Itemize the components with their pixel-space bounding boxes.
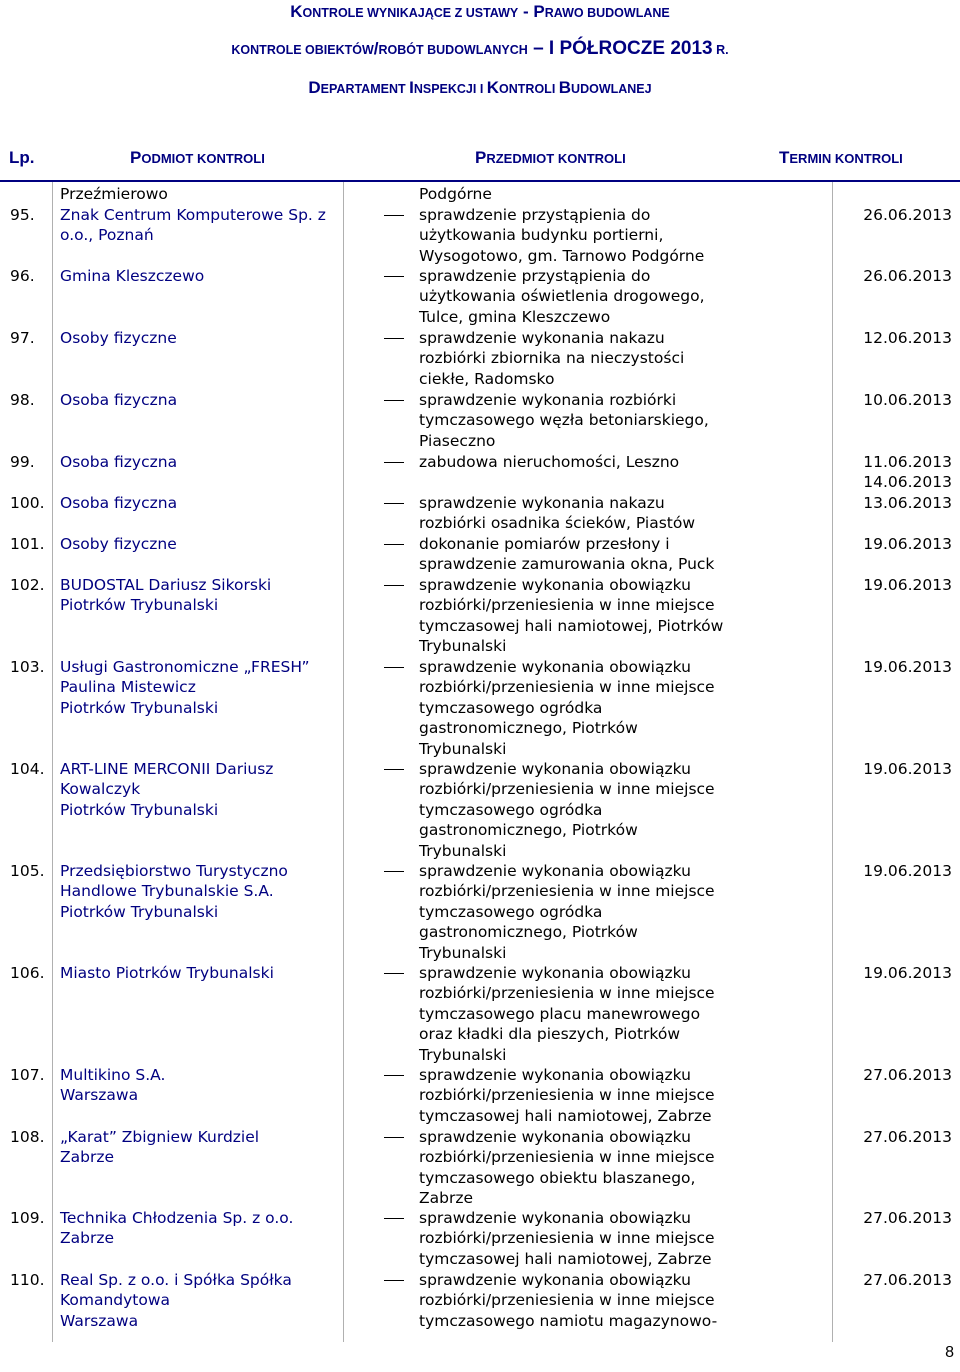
- row-number: 104.: [10, 760, 45, 778]
- object-line: sprawdzenie wykonania obowiązku: [419, 576, 691, 594]
- row-number: 99.: [10, 453, 35, 471]
- subject-line: Zabrze: [60, 1148, 115, 1167]
- control-date: 10.06.2013: [863, 391, 952, 409]
- object-line: tymczasowego placu manewrowego: [419, 1004, 701, 1023]
- control-date: 14.06.2013: [863, 473, 952, 492]
- object-line: sprawdzenie wykonania obowiązku: [419, 964, 691, 982]
- control-date: 19.06.2013: [863, 576, 952, 594]
- subject-line: Handlowe Trybunalskie S.A.: [60, 882, 274, 901]
- subject-line: Osoba fizyczna: [60, 453, 178, 471]
- object-line: tymczasowej hali namiotowej, Piotrków: [419, 616, 724, 635]
- subject-line: Piotrków Trybunalski: [60, 596, 219, 615]
- title-3-part-1: EPARTAMENT: [320, 82, 410, 96]
- control-date: 27.06.2013: [863, 1209, 952, 1227]
- object-line: rozbiórki/przeniesienia w inne miejsce: [419, 1086, 715, 1105]
- object-line: rozbiórki/przeniesienia w inne miejsce: [419, 882, 715, 901]
- subject-line: ART-LINE MERCONII Dariusz: [60, 760, 274, 778]
- control-date: 26.06.2013: [863, 206, 952, 224]
- subject-line: Osoba fizyczna: [60, 391, 178, 409]
- subject-line: Real Sp. z o.o. i Spółka Spółka: [60, 1271, 292, 1289]
- list-dash-icon: [384, 585, 404, 586]
- subject-line: Technika Chłodzenia Sp. z o.o.: [60, 1209, 294, 1227]
- row-number: 110.: [10, 1271, 45, 1289]
- list-dash-icon: [384, 544, 404, 545]
- subject-line: Zabrze: [60, 1229, 115, 1248]
- column-divider-2: [343, 182, 344, 1342]
- list-dash-icon: [384, 503, 404, 504]
- object-line: gastronomicznego, Piotrków: [419, 719, 638, 738]
- object-line: zabudowa nieruchomości, Leszno: [419, 453, 680, 471]
- object-line: Trybunalski: [419, 1045, 507, 1064]
- object-line: rozbiórki/przeniesienia w inne miejsce: [419, 596, 715, 615]
- row-number: 107.: [10, 1066, 45, 1084]
- object-line: tymczasowego ogródka: [419, 698, 603, 717]
- title-1-part-a: ONTROLE WYNIKAJĄCE Z USTAWY: [302, 6, 519, 20]
- object-line: sprawdzenie zamurowania okna, Puck: [419, 555, 715, 574]
- title-line-1: [0, 2, 960, 22]
- object-line: rozbiórki/przeniesienia w inne miejsce: [419, 984, 715, 1003]
- control-date: 19.06.2013: [863, 760, 952, 778]
- object-line: sprawdzenie wykonania nakazu: [419, 329, 665, 347]
- list-dash-icon: [384, 400, 404, 401]
- subject-line: Warszawa: [60, 1086, 139, 1105]
- title-3-part-3: ONTROLI: [499, 82, 559, 96]
- object-line: tymczasowej hali namiotowej, Zabrze: [419, 1106, 712, 1125]
- title-3-cap-3: K: [486, 78, 500, 97]
- row-number: 101.: [10, 535, 45, 553]
- list-dash-icon: [384, 1075, 404, 1076]
- control-date: 19.06.2013: [863, 862, 952, 880]
- object-line: sprawdzenie wykonania obowiązku: [419, 1066, 691, 1084]
- title-3-cap-4: B: [558, 78, 572, 97]
- object-line: Trybunalski: [419, 841, 507, 860]
- control-date: 27.06.2013: [863, 1066, 952, 1084]
- title-2-separator: /: [373, 39, 379, 58]
- object-line: tymczasowego węzła betoniarskiego,: [419, 411, 709, 430]
- object-line: sprawdzenie wykonania obowiązku: [419, 658, 691, 676]
- przedmiot-rest: RZEDMIOT KONTROLI: [486, 151, 626, 166]
- object-line: sprawdzenie wykonania obowiązku: [419, 760, 691, 778]
- subject-line: Usługi Gastronomiczne „FRESH”: [60, 658, 310, 676]
- termin-cap: T: [779, 148, 790, 167]
- object-line: rozbiórki/przeniesienia w inne miejsce: [419, 1229, 715, 1248]
- title-2-part-b: ROBÓT BUDOWLANYCH: [378, 43, 528, 57]
- object-line: ciekłe, Radomsko: [419, 369, 555, 388]
- object-line: gastronomicznego, Piotrków: [419, 923, 638, 942]
- row-number: 100.: [10, 494, 45, 512]
- object-line: sprawdzenie wykonania nakazu: [419, 494, 665, 512]
- title-2-part-a: KONTROLE OBIEKTÓW: [231, 43, 374, 57]
- object-line: rozbiórki osadnika ścieków, Piastów: [419, 514, 696, 533]
- list-dash-icon: [384, 1137, 404, 1138]
- row-number: 105.: [10, 862, 45, 880]
- row-number: 109.: [10, 1209, 45, 1227]
- subject-line: Osoba fizyczna: [60, 494, 178, 512]
- list-dash-icon: [384, 1280, 404, 1281]
- title-1-cap-p: P: [533, 2, 545, 21]
- object-line: tymczasowego obiektu blaszanego,: [419, 1168, 696, 1187]
- title-1-cap-k: K: [290, 2, 303, 21]
- object-line: Trybunalski: [419, 943, 507, 962]
- podmiot-rest: ODMIOT KONTROLI: [141, 151, 265, 166]
- control-date: 26.06.2013: [863, 267, 952, 285]
- title-2-year-suffix: R.: [712, 43, 729, 57]
- column-header-przedmiot: [475, 148, 626, 168]
- object-line: Tulce, gmina Kleszczewo: [419, 307, 611, 326]
- control-date: 27.06.2013: [863, 1128, 952, 1146]
- object-line: rozbiórki/przeniesienia w inne miejsce: [419, 1148, 715, 1167]
- subject-line: Warszawa: [60, 1311, 139, 1330]
- list-dash-icon: [384, 871, 404, 872]
- title-3-part-4: UDOWLANEJ: [571, 82, 652, 96]
- column-header-podmiot: [130, 148, 265, 168]
- object-line: tymczasowego ogródka: [419, 902, 603, 921]
- subject-line: Piotrków Trybunalski: [60, 800, 219, 819]
- object-line: Piaseczno: [419, 431, 496, 450]
- list-dash-icon: [384, 215, 404, 216]
- object-line: sprawdzenie przystąpienia do: [419, 267, 651, 285]
- subject-line: Osoby fizyczne: [60, 329, 177, 347]
- object-line: rozbiórki/przeniesienia w inne miejsce: [419, 678, 715, 697]
- title-2-period: – I PÓŁROCZE 2013: [527, 38, 713, 59]
- object-line: tymczasowego namiotu magazynowo-: [419, 1311, 718, 1330]
- object-line: tymczasowego ogródka: [419, 800, 603, 819]
- title-3-cap-1: D: [308, 78, 321, 97]
- subject-line: Multikino S.A.: [60, 1066, 166, 1084]
- row-number: 106.: [10, 964, 45, 982]
- object-line: Zabrze: [419, 1189, 474, 1208]
- subject-line: Gmina Kleszczewo: [60, 267, 205, 285]
- object-line: rozbiórki/przeniesienia w inne miejsce: [419, 1291, 715, 1310]
- list-dash-icon: [384, 769, 404, 770]
- subject-line: Piotrków Trybunalski: [60, 698, 219, 717]
- row-number: 96.: [10, 267, 35, 285]
- przedmiot-cap: P: [475, 148, 487, 167]
- control-date: 19.06.2013: [863, 658, 952, 676]
- list-dash-icon: [384, 276, 404, 277]
- column-divider-3: [832, 182, 833, 1342]
- list-dash-icon: [384, 1218, 404, 1219]
- object-line: sprawdzenie wykonania obowiązku: [419, 1271, 691, 1289]
- title-line-3: [0, 78, 960, 98]
- row-number: 97.: [10, 329, 35, 347]
- control-date: 13.06.2013: [863, 494, 952, 512]
- object-line: sprawdzenie wykonania obowiązku: [419, 1209, 691, 1227]
- object-line: Trybunalski: [419, 739, 507, 758]
- object-line: rozbiórki/przeniesienia w inne miejsce: [419, 780, 715, 799]
- subject-line: BUDOSTAL Dariusz Sikorski: [60, 576, 272, 594]
- title-line-2: [0, 38, 960, 60]
- subject-line: o.o., Poznań: [60, 226, 154, 245]
- subject-line: Przedsiębiorstwo Turystyczno: [60, 862, 288, 880]
- column-header-lp: Lp.: [9, 148, 35, 167]
- control-date: 11.06.2013: [863, 453, 952, 471]
- header-rule: [0, 180, 960, 182]
- row-number: 98.: [10, 391, 35, 409]
- row-number: 102.: [10, 576, 45, 594]
- title-1-separator: -: [518, 2, 534, 21]
- subject-line: Piotrków Trybunalski: [60, 902, 219, 921]
- object-line: użytkowania budynku portierni,: [419, 226, 664, 245]
- row-number: 95.: [10, 206, 35, 224]
- subject-line: Paulina Mistewicz: [60, 678, 196, 697]
- list-dash-icon: [384, 973, 404, 974]
- termin-rest: ERMIN KONTROLI: [789, 151, 903, 166]
- object-line: rozbiórki zbiornika na nieczystości: [419, 349, 685, 368]
- title-1-part-b: RAWO BUDOWLANE: [544, 6, 670, 20]
- object-line: tymczasowej hali namiotowej, Zabrze: [419, 1249, 712, 1268]
- subject-line: Osoby fizyczne: [60, 535, 177, 553]
- subject-line: Komandytowa: [60, 1291, 171, 1310]
- control-date: 19.06.2013: [863, 964, 952, 982]
- control-date: 12.06.2013: [863, 329, 952, 347]
- object-line: Wysogotowo, gm. Tarnowo Podgórne: [419, 246, 705, 265]
- object-line: Trybunalski: [419, 637, 507, 656]
- object-line: gastronomicznego, Piotrków: [419, 821, 638, 840]
- object-line: dokonanie pomiarów przesłony i: [419, 535, 670, 553]
- list-dash-icon: [384, 338, 404, 339]
- carryover-subject: Przeźmierowo: [60, 185, 168, 203]
- title-3-cap-2: I: [409, 78, 414, 97]
- column-divider-1: [52, 182, 53, 1342]
- object-line: sprawdzenie wykonania rozbiórki: [419, 391, 677, 409]
- object-line: sprawdzenie wykonania obowiązku: [419, 1128, 691, 1146]
- column-header-termin: [779, 148, 903, 168]
- object-line: oraz kładki dla pieszych, Piotrków: [419, 1025, 681, 1044]
- carryover-object: Podgórne: [419, 185, 492, 203]
- podmiot-cap: P: [130, 148, 142, 167]
- subject-line: Kowalczyk: [60, 780, 141, 799]
- row-number: 108.: [10, 1128, 45, 1146]
- row-number: 103.: [10, 658, 45, 676]
- subject-line: Znak Centrum Komputerowe Sp. z: [60, 206, 326, 224]
- title-3-part-2: NSPEKCJI I: [413, 82, 487, 96]
- object-line: użytkowania oświetlenia drogowego,: [419, 287, 705, 306]
- control-date: 27.06.2013: [863, 1271, 952, 1289]
- page-number: 8: [945, 1344, 954, 1361]
- control-date: 19.06.2013: [863, 535, 952, 553]
- object-line: sprawdzenie wykonania obowiązku: [419, 862, 691, 880]
- list-dash-icon: [384, 667, 404, 668]
- object-line: sprawdzenie przystąpienia do: [419, 206, 651, 224]
- subject-line: Miasto Piotrków Trybunalski: [60, 964, 274, 982]
- list-dash-icon: [384, 462, 404, 463]
- subject-line: „Karat” Zbigniew Kurdziel: [60, 1128, 260, 1146]
